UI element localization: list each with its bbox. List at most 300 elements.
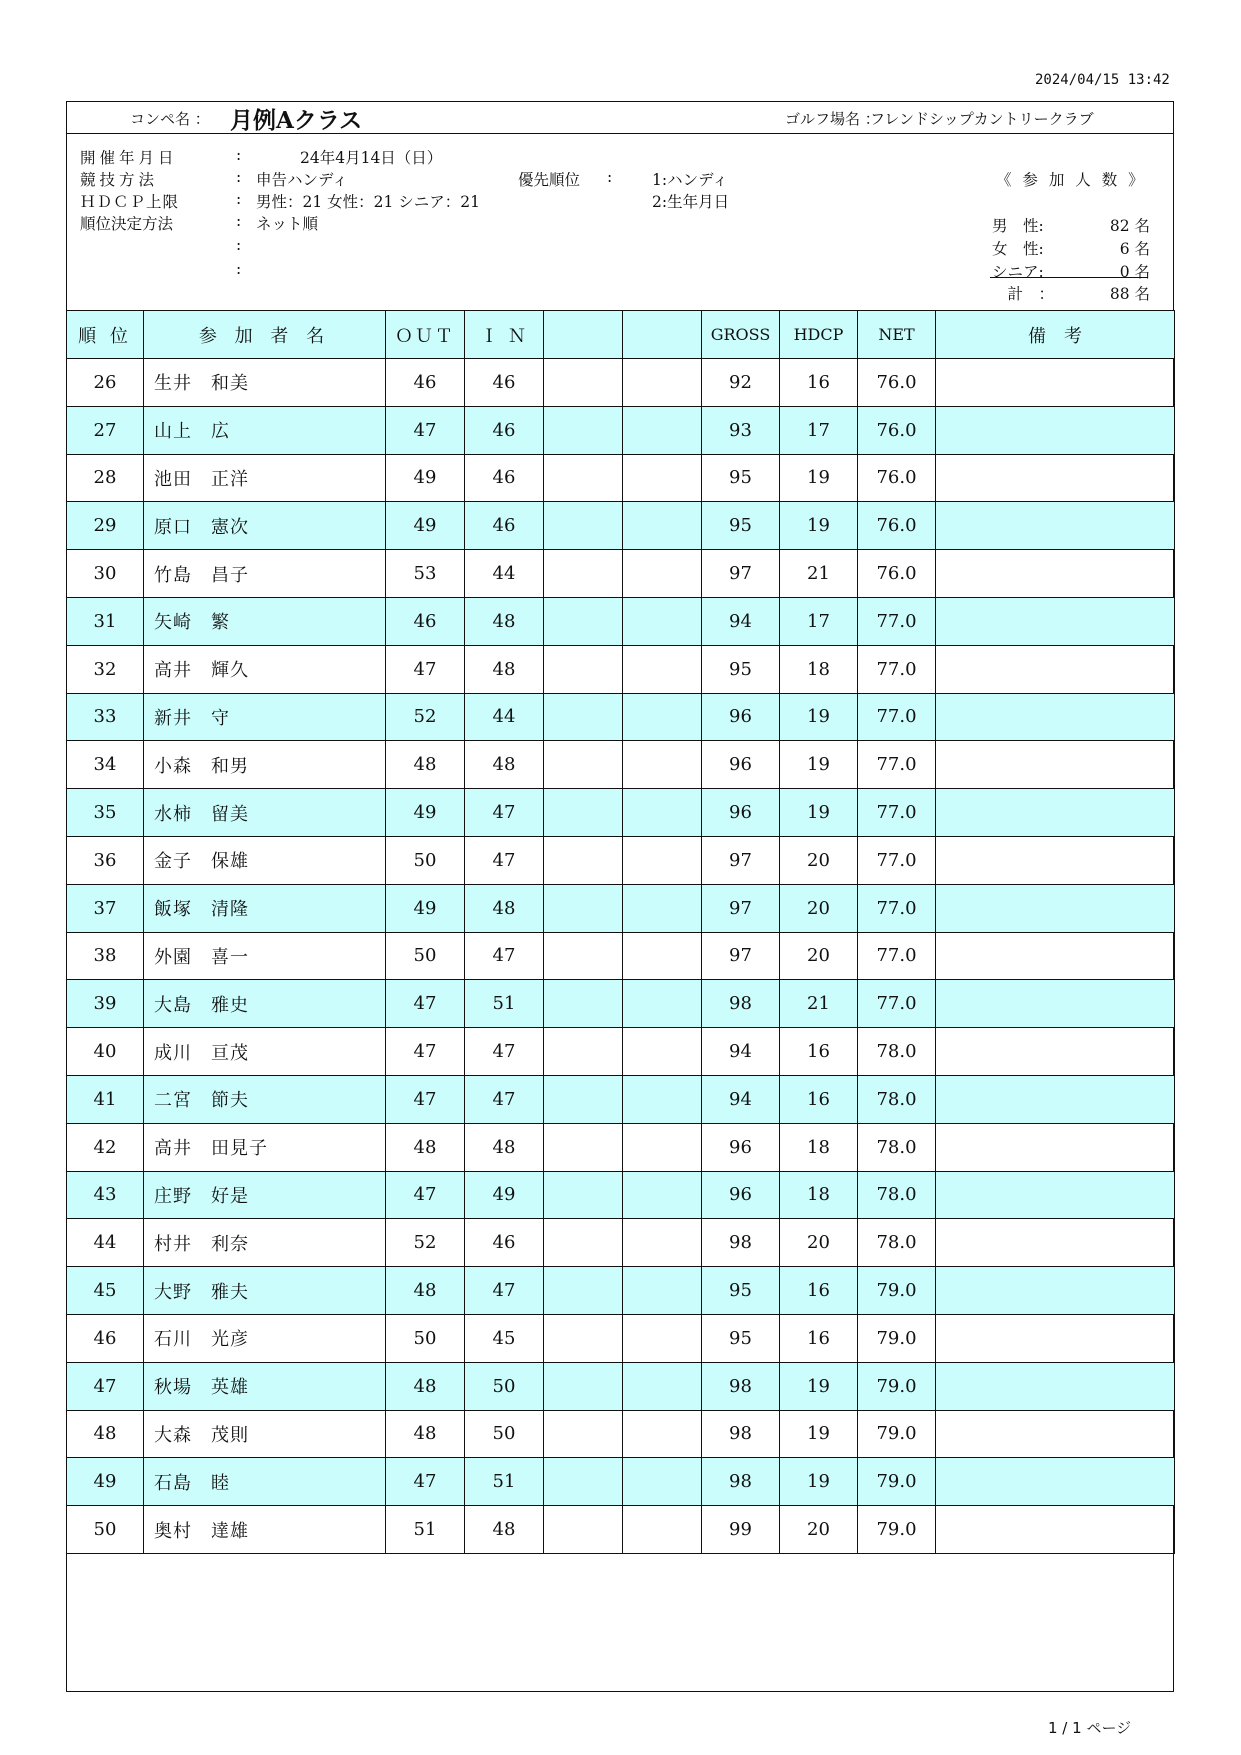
cell-in: 48 <box>465 1506 544 1554</box>
cell-rank: 40 <box>67 1028 144 1076</box>
cell-out: 49 <box>386 884 465 932</box>
cell-remarks <box>936 980 1175 1028</box>
cell-blank-1 <box>544 789 623 837</box>
cell-rank: 44 <box>67 1219 144 1267</box>
cell-out: 49 <box>386 454 465 502</box>
cell-blank-2 <box>623 980 702 1028</box>
cell-in: 47 <box>465 789 544 837</box>
cell-gross: 97 <box>702 836 780 884</box>
cell-gross: 95 <box>702 1314 780 1362</box>
cell-hdcp: 16 <box>780 359 858 407</box>
table-row <box>67 1075 1175 1123</box>
cell-blank-2 <box>623 597 702 645</box>
cell-blank-1 <box>544 980 623 1028</box>
cell-rank: 41 <box>67 1075 144 1123</box>
cell-net: 77.0 <box>858 932 936 980</box>
cell-net: 79.0 <box>858 1362 936 1410</box>
header-remarks: 備 考 <box>936 311 1175 359</box>
cell-gross: 97 <box>702 884 780 932</box>
cell-name: 原口 憲次 <box>144 502 386 550</box>
cell-rank: 47 <box>67 1362 144 1410</box>
table-row <box>67 980 1175 1028</box>
count-label-male: 男 性: <box>992 217 1044 235</box>
cell-gross: 98 <box>702 980 780 1028</box>
cell-hdcp: 17 <box>780 406 858 454</box>
cell-out: 53 <box>386 550 465 598</box>
cell-net: 78.0 <box>858 1075 936 1123</box>
cell-in: 44 <box>465 693 544 741</box>
cell-name: 新井 守 <box>144 693 386 741</box>
cell-blank-2 <box>623 693 702 741</box>
cell-out: 51 <box>386 1506 465 1554</box>
total-divider <box>990 277 1148 278</box>
cell-in: 47 <box>465 836 544 884</box>
header-hdcp: HDCP <box>780 311 858 359</box>
info-value-ranking: ネット順 <box>256 215 319 233</box>
cell-gross: 94 <box>702 1075 780 1123</box>
cell-name: 矢崎 繁 <box>144 597 386 645</box>
cell-hdcp: 21 <box>780 980 858 1028</box>
cell-gross: 96 <box>702 741 780 789</box>
cell-remarks <box>936 454 1175 502</box>
table-row <box>67 454 1175 502</box>
table-row <box>67 1171 1175 1219</box>
cell-rank: 33 <box>67 693 144 741</box>
cell-blank-1 <box>544 1314 623 1362</box>
cell-blank-2 <box>623 1314 702 1362</box>
cell-blank-1 <box>544 597 623 645</box>
info-label-hdcp-limit: ＨＤＣＰ上限 <box>80 193 180 211</box>
cell-rank: 31 <box>67 597 144 645</box>
header-gross: GROSS <box>702 311 780 359</box>
cell-remarks <box>936 693 1175 741</box>
cell-name: 村井 利奈 <box>144 1219 386 1267</box>
cell-blank-1 <box>544 1362 623 1410</box>
cell-net: 77.0 <box>858 693 936 741</box>
cell-net: 77.0 <box>858 836 936 884</box>
cell-name: 成川 亘茂 <box>144 1028 386 1076</box>
header-out: ＯＵＴ <box>386 311 465 359</box>
cell-name: 水柿 留美 <box>144 789 386 837</box>
print-timestamp: 2024/04/15 13:42 <box>1035 72 1170 88</box>
table-row <box>67 741 1175 789</box>
table-row <box>67 1410 1175 1458</box>
cell-net: 77.0 <box>858 789 936 837</box>
info-value-hdcp-limit: 男性：21 女性：21 シニア：21 <box>256 193 481 211</box>
cell-hdcp: 20 <box>780 836 858 884</box>
cell-blank-1 <box>544 1171 623 1219</box>
cell-in: 46 <box>465 406 544 454</box>
cell-gross: 98 <box>702 1219 780 1267</box>
cell-remarks <box>936 550 1175 598</box>
cell-in: 50 <box>465 1410 544 1458</box>
header-in: Ｉ Ｎ <box>465 311 544 359</box>
header-rank: 順 位 <box>67 311 144 359</box>
cell-rank: 43 <box>67 1171 144 1219</box>
cell-rank: 36 <box>67 836 144 884</box>
cell-remarks <box>936 789 1175 837</box>
cell-gross: 96 <box>702 1171 780 1219</box>
cell-name: 庄野 好是 <box>144 1171 386 1219</box>
cell-hdcp: 18 <box>780 1123 858 1171</box>
table-row <box>67 789 1175 837</box>
cell-remarks <box>936 1267 1175 1315</box>
cell-blank-1 <box>544 1410 623 1458</box>
table-row <box>67 597 1175 645</box>
cell-out: 47 <box>386 1458 465 1506</box>
cell-gross: 98 <box>702 1362 780 1410</box>
cell-blank-2 <box>623 1028 702 1076</box>
cell-in: 51 <box>465 1458 544 1506</box>
cell-in: 48 <box>465 741 544 789</box>
cell-blank-2 <box>623 1219 702 1267</box>
cell-net: 76.0 <box>858 454 936 502</box>
cell-rank: 48 <box>67 1410 144 1458</box>
table-row <box>67 884 1175 932</box>
cell-rank: 27 <box>67 406 144 454</box>
cell-blank-1 <box>544 1506 623 1554</box>
page-number: 1 / 1 ページ <box>1048 1719 1132 1737</box>
cell-gross: 94 <box>702 597 780 645</box>
participant-count-title: 《 参 加 人 数 》 <box>996 171 1147 189</box>
cell-blank-2 <box>623 359 702 407</box>
cell-in: 49 <box>465 1171 544 1219</box>
cell-blank-2 <box>623 454 702 502</box>
cell-blank-2 <box>623 550 702 598</box>
cell-blank-2 <box>623 789 702 837</box>
cell-in: 46 <box>465 1219 544 1267</box>
table-row <box>67 1123 1175 1171</box>
cell-net: 79.0 <box>858 1267 936 1315</box>
count-label-female: 女 性: <box>992 240 1044 258</box>
cell-name: 池田 正洋 <box>144 454 386 502</box>
cell-rank: 46 <box>67 1314 144 1362</box>
cell-name: 生井 和美 <box>144 359 386 407</box>
info-label-date: 開催年月日 <box>80 149 178 167</box>
cell-blank-2 <box>623 406 702 454</box>
cell-net: 77.0 <box>858 884 936 932</box>
cell-out: 46 <box>386 597 465 645</box>
cell-in: 48 <box>465 645 544 693</box>
table-row <box>67 693 1175 741</box>
cell-remarks <box>936 1075 1175 1123</box>
cell-blank-1 <box>544 1267 623 1315</box>
table-row <box>67 1219 1175 1267</box>
cell-gross: 96 <box>702 1123 780 1171</box>
cell-hdcp: 19 <box>780 789 858 837</box>
cell-name: 金子 保雄 <box>144 836 386 884</box>
course-label: ゴルフ場名 ： <box>785 110 880 128</box>
cell-name: 外園 喜一 <box>144 932 386 980</box>
cell-net: 76.0 <box>858 359 936 407</box>
cell-hdcp: 20 <box>780 932 858 980</box>
header-net: NET <box>858 311 936 359</box>
count-value-male: 82 名 <box>1109 217 1150 235</box>
cell-in: 45 <box>465 1314 544 1362</box>
cell-in: 47 <box>465 1028 544 1076</box>
info-value-method: 申告ハンディ <box>256 171 348 189</box>
info-colon: : <box>236 168 242 186</box>
cell-blank-1 <box>544 454 623 502</box>
cell-net: 77.0 <box>858 980 936 1028</box>
table-header-row <box>67 311 1175 359</box>
cell-gross: 95 <box>702 502 780 550</box>
cell-hdcp: 20 <box>780 884 858 932</box>
cell-out: 50 <box>386 932 465 980</box>
cell-gross: 98 <box>702 1458 780 1506</box>
table-row <box>67 550 1175 598</box>
cell-rank: 30 <box>67 550 144 598</box>
table-row <box>67 406 1175 454</box>
cell-blank-1 <box>544 884 623 932</box>
course-name: フレンドシップカントリークラブ <box>870 110 1094 128</box>
cell-net: 78.0 <box>858 1171 936 1219</box>
cell-blank-1 <box>544 741 623 789</box>
cell-net: 76.0 <box>858 550 936 598</box>
cell-gross: 97 <box>702 932 780 980</box>
info-colon: : <box>236 146 242 164</box>
cell-out: 46 <box>386 359 465 407</box>
cell-blank-2 <box>623 1171 702 1219</box>
info-label-ranking: 順位決定方法 <box>80 215 174 233</box>
cell-blank-2 <box>623 1506 702 1554</box>
cell-hdcp: 20 <box>780 1506 858 1554</box>
cell-in: 46 <box>465 454 544 502</box>
table-row <box>67 932 1175 980</box>
cell-blank-1 <box>544 693 623 741</box>
cell-gross: 96 <box>702 789 780 837</box>
cell-out: 48 <box>386 1267 465 1315</box>
cell-rank: 50 <box>67 1506 144 1554</box>
cell-gross: 99 <box>702 1506 780 1554</box>
info-label-method: 競技方法 <box>80 171 159 189</box>
cell-remarks <box>936 1410 1175 1458</box>
cell-net: 79.0 <box>858 1314 936 1362</box>
cell-hdcp: 16 <box>780 1075 858 1123</box>
cell-out: 48 <box>386 1410 465 1458</box>
priority-item: 2:生年月日 <box>652 193 730 211</box>
table-row <box>67 359 1175 407</box>
cell-out: 52 <box>386 1219 465 1267</box>
cell-hdcp: 16 <box>780 1267 858 1315</box>
cell-in: 50 <box>465 1362 544 1410</box>
cell-hdcp: 18 <box>780 1171 858 1219</box>
cell-in: 47 <box>465 932 544 980</box>
cell-gross: 95 <box>702 1267 780 1315</box>
cell-blank-2 <box>623 502 702 550</box>
cell-rank: 34 <box>67 741 144 789</box>
cell-hdcp: 21 <box>780 550 858 598</box>
cell-remarks <box>936 1458 1175 1506</box>
cell-blank-1 <box>544 1028 623 1076</box>
cell-hdcp: 19 <box>780 1362 858 1410</box>
cell-blank-2 <box>623 1075 702 1123</box>
cell-remarks <box>936 836 1175 884</box>
cell-name: 大森 茂則 <box>144 1410 386 1458</box>
cell-out: 49 <box>386 502 465 550</box>
cell-name: 高井 田見子 <box>144 1123 386 1171</box>
cell-hdcp: 20 <box>780 1219 858 1267</box>
cell-name: 二宮 節夫 <box>144 1075 386 1123</box>
cell-in: 48 <box>465 884 544 932</box>
cell-in: 47 <box>465 1075 544 1123</box>
cell-blank-2 <box>623 884 702 932</box>
cell-blank-2 <box>623 1458 702 1506</box>
count-value-senior: 0 名 <box>1119 263 1150 281</box>
cell-hdcp: 19 <box>780 1458 858 1506</box>
cell-gross: 94 <box>702 1028 780 1076</box>
cell-net: 78.0 <box>858 1123 936 1171</box>
cell-blank-1 <box>544 502 623 550</box>
cell-remarks <box>936 1171 1175 1219</box>
cell-remarks <box>936 932 1175 980</box>
cell-in: 47 <box>465 1267 544 1315</box>
cell-gross: 93 <box>702 406 780 454</box>
cell-rank: 32 <box>67 645 144 693</box>
count-label-total: 計 ： <box>992 285 1055 303</box>
cell-blank-2 <box>623 836 702 884</box>
cell-out: 50 <box>386 1314 465 1362</box>
cell-blank-1 <box>544 1123 623 1171</box>
count-label-senior: シニア: <box>992 263 1044 281</box>
table-row <box>67 836 1175 884</box>
cell-hdcp: 19 <box>780 693 858 741</box>
cell-blank-2 <box>623 932 702 980</box>
results-body <box>67 359 1175 1554</box>
cell-blank-1 <box>544 359 623 407</box>
cell-in: 51 <box>465 980 544 1028</box>
table-row <box>67 1362 1175 1410</box>
cell-name: 竹島 昌子 <box>144 550 386 598</box>
cell-out: 47 <box>386 1075 465 1123</box>
cell-blank-1 <box>544 932 623 980</box>
cell-hdcp: 17 <box>780 597 858 645</box>
cell-blank-1 <box>544 645 623 693</box>
cell-blank-1 <box>544 836 623 884</box>
cell-hdcp: 19 <box>780 502 858 550</box>
cell-out: 47 <box>386 645 465 693</box>
cell-out: 50 <box>386 836 465 884</box>
cell-out: 48 <box>386 741 465 789</box>
cell-name: 秋場 英雄 <box>144 1362 386 1410</box>
cell-remarks <box>936 502 1175 550</box>
cell-in: 48 <box>465 597 544 645</box>
cell-blank-2 <box>623 1362 702 1410</box>
competition-name: 月例Aクラス <box>230 107 363 134</box>
cell-net: 79.0 <box>858 1506 936 1554</box>
cell-name: 大野 雅夫 <box>144 1267 386 1315</box>
cell-gross: 92 <box>702 359 780 407</box>
cell-name: 飯塚 清隆 <box>144 884 386 932</box>
cell-gross: 97 <box>702 550 780 598</box>
info-value-date: 24年4月14日（日） <box>300 149 443 167</box>
cell-blank-2 <box>623 645 702 693</box>
cell-remarks <box>936 884 1175 932</box>
cell-blank-1 <box>544 1075 623 1123</box>
cell-rank: 42 <box>67 1123 144 1171</box>
cell-name: 石川 光彦 <box>144 1314 386 1362</box>
cell-name: 大島 雅史 <box>144 980 386 1028</box>
cell-name: 石島 睦 <box>144 1458 386 1506</box>
cell-blank-2 <box>623 1267 702 1315</box>
cell-net: 79.0 <box>858 1410 936 1458</box>
cell-blank-2 <box>623 741 702 789</box>
header-blank-1 <box>544 311 623 359</box>
cell-in: 46 <box>465 502 544 550</box>
cell-out: 49 <box>386 789 465 837</box>
table-row <box>67 1506 1175 1554</box>
cell-net: 76.0 <box>858 406 936 454</box>
cell-blank-1 <box>544 1219 623 1267</box>
table-row <box>67 1314 1175 1362</box>
cell-net: 77.0 <box>858 597 936 645</box>
cell-rank: 29 <box>67 502 144 550</box>
cell-remarks <box>936 1314 1175 1362</box>
cell-hdcp: 19 <box>780 1410 858 1458</box>
cell-remarks <box>936 1028 1175 1076</box>
cell-rank: 49 <box>67 1458 144 1506</box>
count-value-total: 88 名 <box>1109 285 1150 303</box>
cell-hdcp: 19 <box>780 454 858 502</box>
info-colon: : <box>236 190 242 208</box>
competition-label: コンペ名 ： <box>130 110 210 128</box>
cell-rank: 38 <box>67 932 144 980</box>
cell-remarks <box>936 645 1175 693</box>
cell-net: 77.0 <box>858 645 936 693</box>
cell-in: 46 <box>465 359 544 407</box>
header-blank-2 <box>623 311 702 359</box>
cell-net: 76.0 <box>858 502 936 550</box>
table-row <box>67 645 1175 693</box>
info-colon: : <box>236 212 242 230</box>
table-row <box>67 1028 1175 1076</box>
cell-gross: 95 <box>702 645 780 693</box>
cell-name: 山上 広 <box>144 406 386 454</box>
priority-label: 優先順位 <box>518 171 581 189</box>
table-row <box>67 1458 1175 1506</box>
priority-colon: : <box>607 168 613 186</box>
cell-rank: 35 <box>67 789 144 837</box>
cell-remarks <box>936 1123 1175 1171</box>
cell-net: 78.0 <box>858 1028 936 1076</box>
cell-rank: 45 <box>67 1267 144 1315</box>
cell-rank: 37 <box>67 884 144 932</box>
cell-name: 小森 和男 <box>144 741 386 789</box>
header-name: 参 加 者 名 <box>144 311 386 359</box>
info-colon: : <box>236 260 242 278</box>
cell-blank-1 <box>544 406 623 454</box>
cell-rank: 28 <box>67 454 144 502</box>
cell-remarks <box>936 1506 1175 1554</box>
cell-hdcp: 16 <box>780 1314 858 1362</box>
cell-remarks <box>936 406 1175 454</box>
cell-hdcp: 16 <box>780 1028 858 1076</box>
cell-net: 77.0 <box>858 741 936 789</box>
cell-blank-1 <box>544 550 623 598</box>
cell-remarks <box>936 597 1175 645</box>
cell-blank-2 <box>623 1123 702 1171</box>
cell-remarks <box>936 1219 1175 1267</box>
info-colon: : <box>236 236 242 254</box>
cell-out: 48 <box>386 1123 465 1171</box>
cell-out: 48 <box>386 1362 465 1410</box>
cell-out: 47 <box>386 406 465 454</box>
cell-net: 78.0 <box>858 1219 936 1267</box>
cell-blank-1 <box>544 1458 623 1506</box>
count-value-female: 6 名 <box>1119 240 1150 258</box>
cell-remarks <box>936 1362 1175 1410</box>
cell-out: 47 <box>386 1028 465 1076</box>
